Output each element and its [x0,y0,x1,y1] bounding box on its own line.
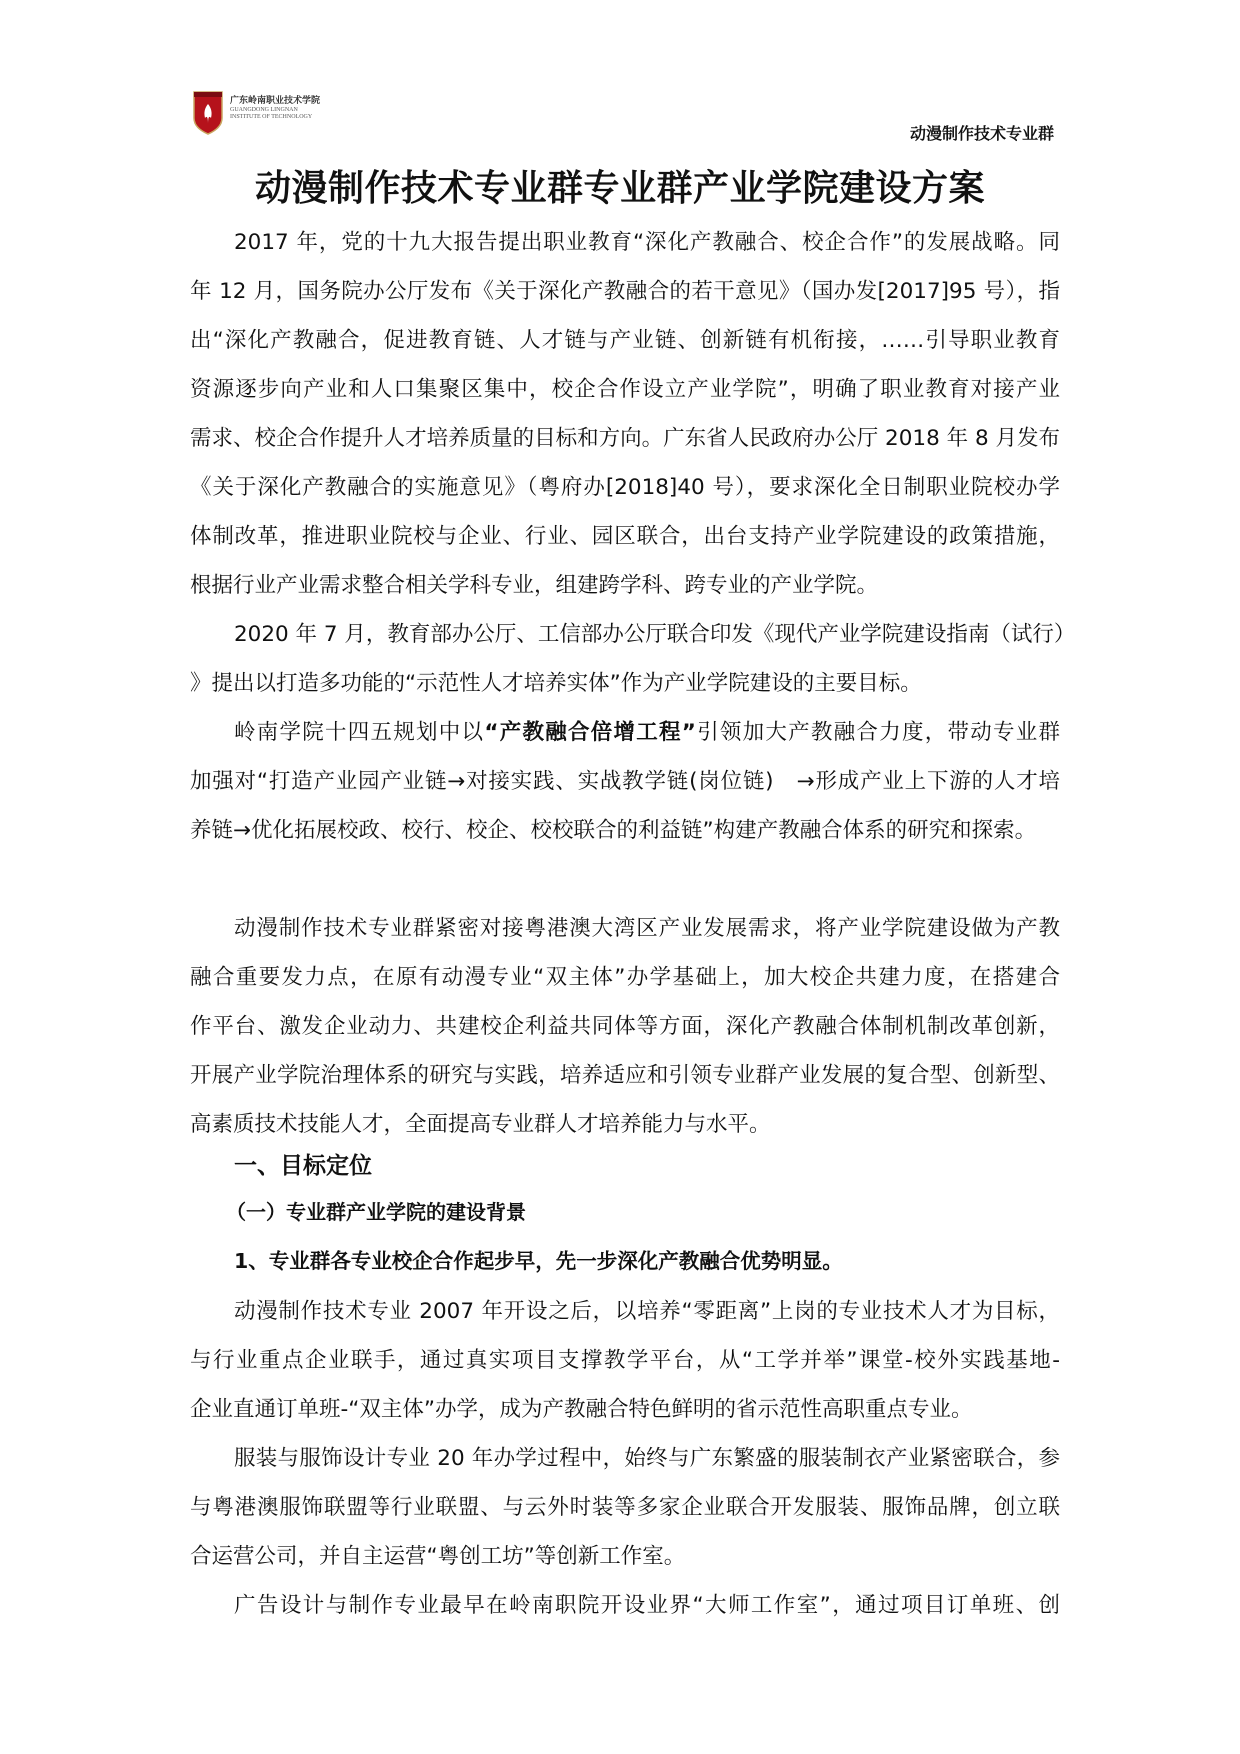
paragraph [190,904,1060,1149]
paragraph [190,1434,1060,1581]
document-title: 动漫制作技术专业群专业群产业学院建设方案 [254,168,985,209]
paragraph-line: 作平台、激发企业动力、共建校企利益共同体等方面，深化产教融合体制机制改革创新， [190,1014,1060,1039]
paragraph-line: 年 12 月，国务院办公厅发布《关于深化产教融合的若干意见》（国办发[2017]95 号），指 [190,279,1060,304]
paragraph-line: 资源逐步向产业和人口集聚区集中，校企合作设立产业学院”，明确了职业教育对接产业 [190,377,1060,402]
paragraph-line: 开展产业学院治理体系的研究与实践，培养适应和引领专业群产业发展的复合型、创新型、 [190,1063,1060,1088]
paragraph [190,708,1060,855]
text-segment: 引领加大产教融合力度，带动专业群 [695,720,1060,745]
bold-phrase: “产教融合倍增工程” [484,720,696,745]
school-logo [192,90,320,136]
paragraph-line: 合运营公司，并自主运营“粤创工坊”等创新工作室。 [190,1544,686,1569]
section-heading: 一、目标定位 [234,1153,372,1179]
paragraph-line: 2020 年 7 月，教育部办公厅、工信部办公厅联合印发《现代产业学院建设指南（试行） [234,622,1076,647]
paragraph-line: 养链→优化拓展校政、校行、校企、校校联合的利益链”构建产教融合体系的研究和探索。 [190,818,1037,843]
paragraph-line: 》提出以打造多功能的“示范性人才培养实体”作为产业学院建设的主要目标。 [190,671,922,696]
running-header: 动漫制作技术专业群 [909,124,1054,143]
document-body [190,218,1076,1630]
paragraph [190,1287,1060,1434]
paragraph-line: 出“深化产教融合，促进教育链、人才链与产业链、创新链有机衔接，……引导职业教育 [190,328,1060,353]
logo-english-name-1: GUANGDONG LINGNAN [230,107,298,113]
paragraph-line: 与粤港澳服饰联盟等行业联盟、与云外时装等多家企业联合开发服装、服饰品牌，创立联 [190,1495,1060,1520]
blank-line [190,855,1060,904]
paragraph [190,1581,1060,1630]
paragraph-line: 需求、校企合作提升人才培养质量的目标和方向。广东省人民政府办公厅 2018 年 8 月发布 [190,426,1060,451]
point-heading: 1、专业群各专业校企合作起步早，先一步深化产教融合优势明显。 [234,1249,843,1273]
text-segment: 岭南学院十四五规划中以 [234,720,485,745]
subsection-heading: （一）专业群产业学院的建设背景 [226,1200,526,1224]
paragraph [190,610,1076,708]
paragraph-line: 高素质技术技能人才，全面提高专业群人才培养能力与水平。 [190,1112,771,1137]
paragraph-line: 融合重要发力点，在原有动漫专业“双主体”办学基础上，加大校企共建力度，在搭建合 [190,965,1060,990]
paragraph-line: 根据行业产业需求整合相关学科专业，组建跨学科、跨专业的产业学院。 [190,573,879,598]
school-shield-icon [192,90,224,136]
paragraph-line: 与行业重点企业联手，通过真实项目支撑教学平台，从“工学并举”课堂-校外实践基地- [190,1348,1060,1373]
paragraph-line: 广告设计与制作专业最早在岭南职院开设业界“大师工作室”，通过项目订单班、创 [234,1593,1060,1618]
paragraph-line: 《关于深化产教融合的实施意见》（粤府办[2018]40 号），要求深化全日制职业院校办学 [190,475,1060,500]
logo-chinese-name: 广东岭南职业技术学院 [230,96,321,106]
paragraph-line: 企业直通订单班-“双主体”办学，成为产教融合特色鲜明的省示范性高职重点专业。 [190,1397,973,1422]
paragraph-line: 动漫制作技术专业 2007 年开设之后，以培养“零距离”上岗的专业技术人才为目标， [234,1299,1060,1324]
paragraph-line: 动漫制作技术专业群紧密对接粤港澳大湾区产业发展需求，将产业学院建设做为产教 [234,916,1060,941]
paragraph-line [190,708,1060,757]
paragraph-line: 2017 年，党的十九大报告提出职业教育“深化产教融合、校企合作”的发展战略。同 [234,230,1060,255]
logo-english-name-2: INSTITUTE OF TECHNOLOGY [230,114,313,120]
paragraph [190,218,1060,610]
paragraph-line: 服装与服饰设计专业 20 年办学过程中，始终与广东繁盛的服装制衣产业紧密联合，参 [234,1446,1060,1471]
paragraph-line: 体制改革，推进职业院校与企业、行业、园区联合，出台支持产业学院建设的政策措施， [190,524,1060,549]
paragraph-line: 加强对“打造产业园产业链→对接实践、实战教学链(岗位链) →形成产业上下游的人才培 [190,769,1060,794]
